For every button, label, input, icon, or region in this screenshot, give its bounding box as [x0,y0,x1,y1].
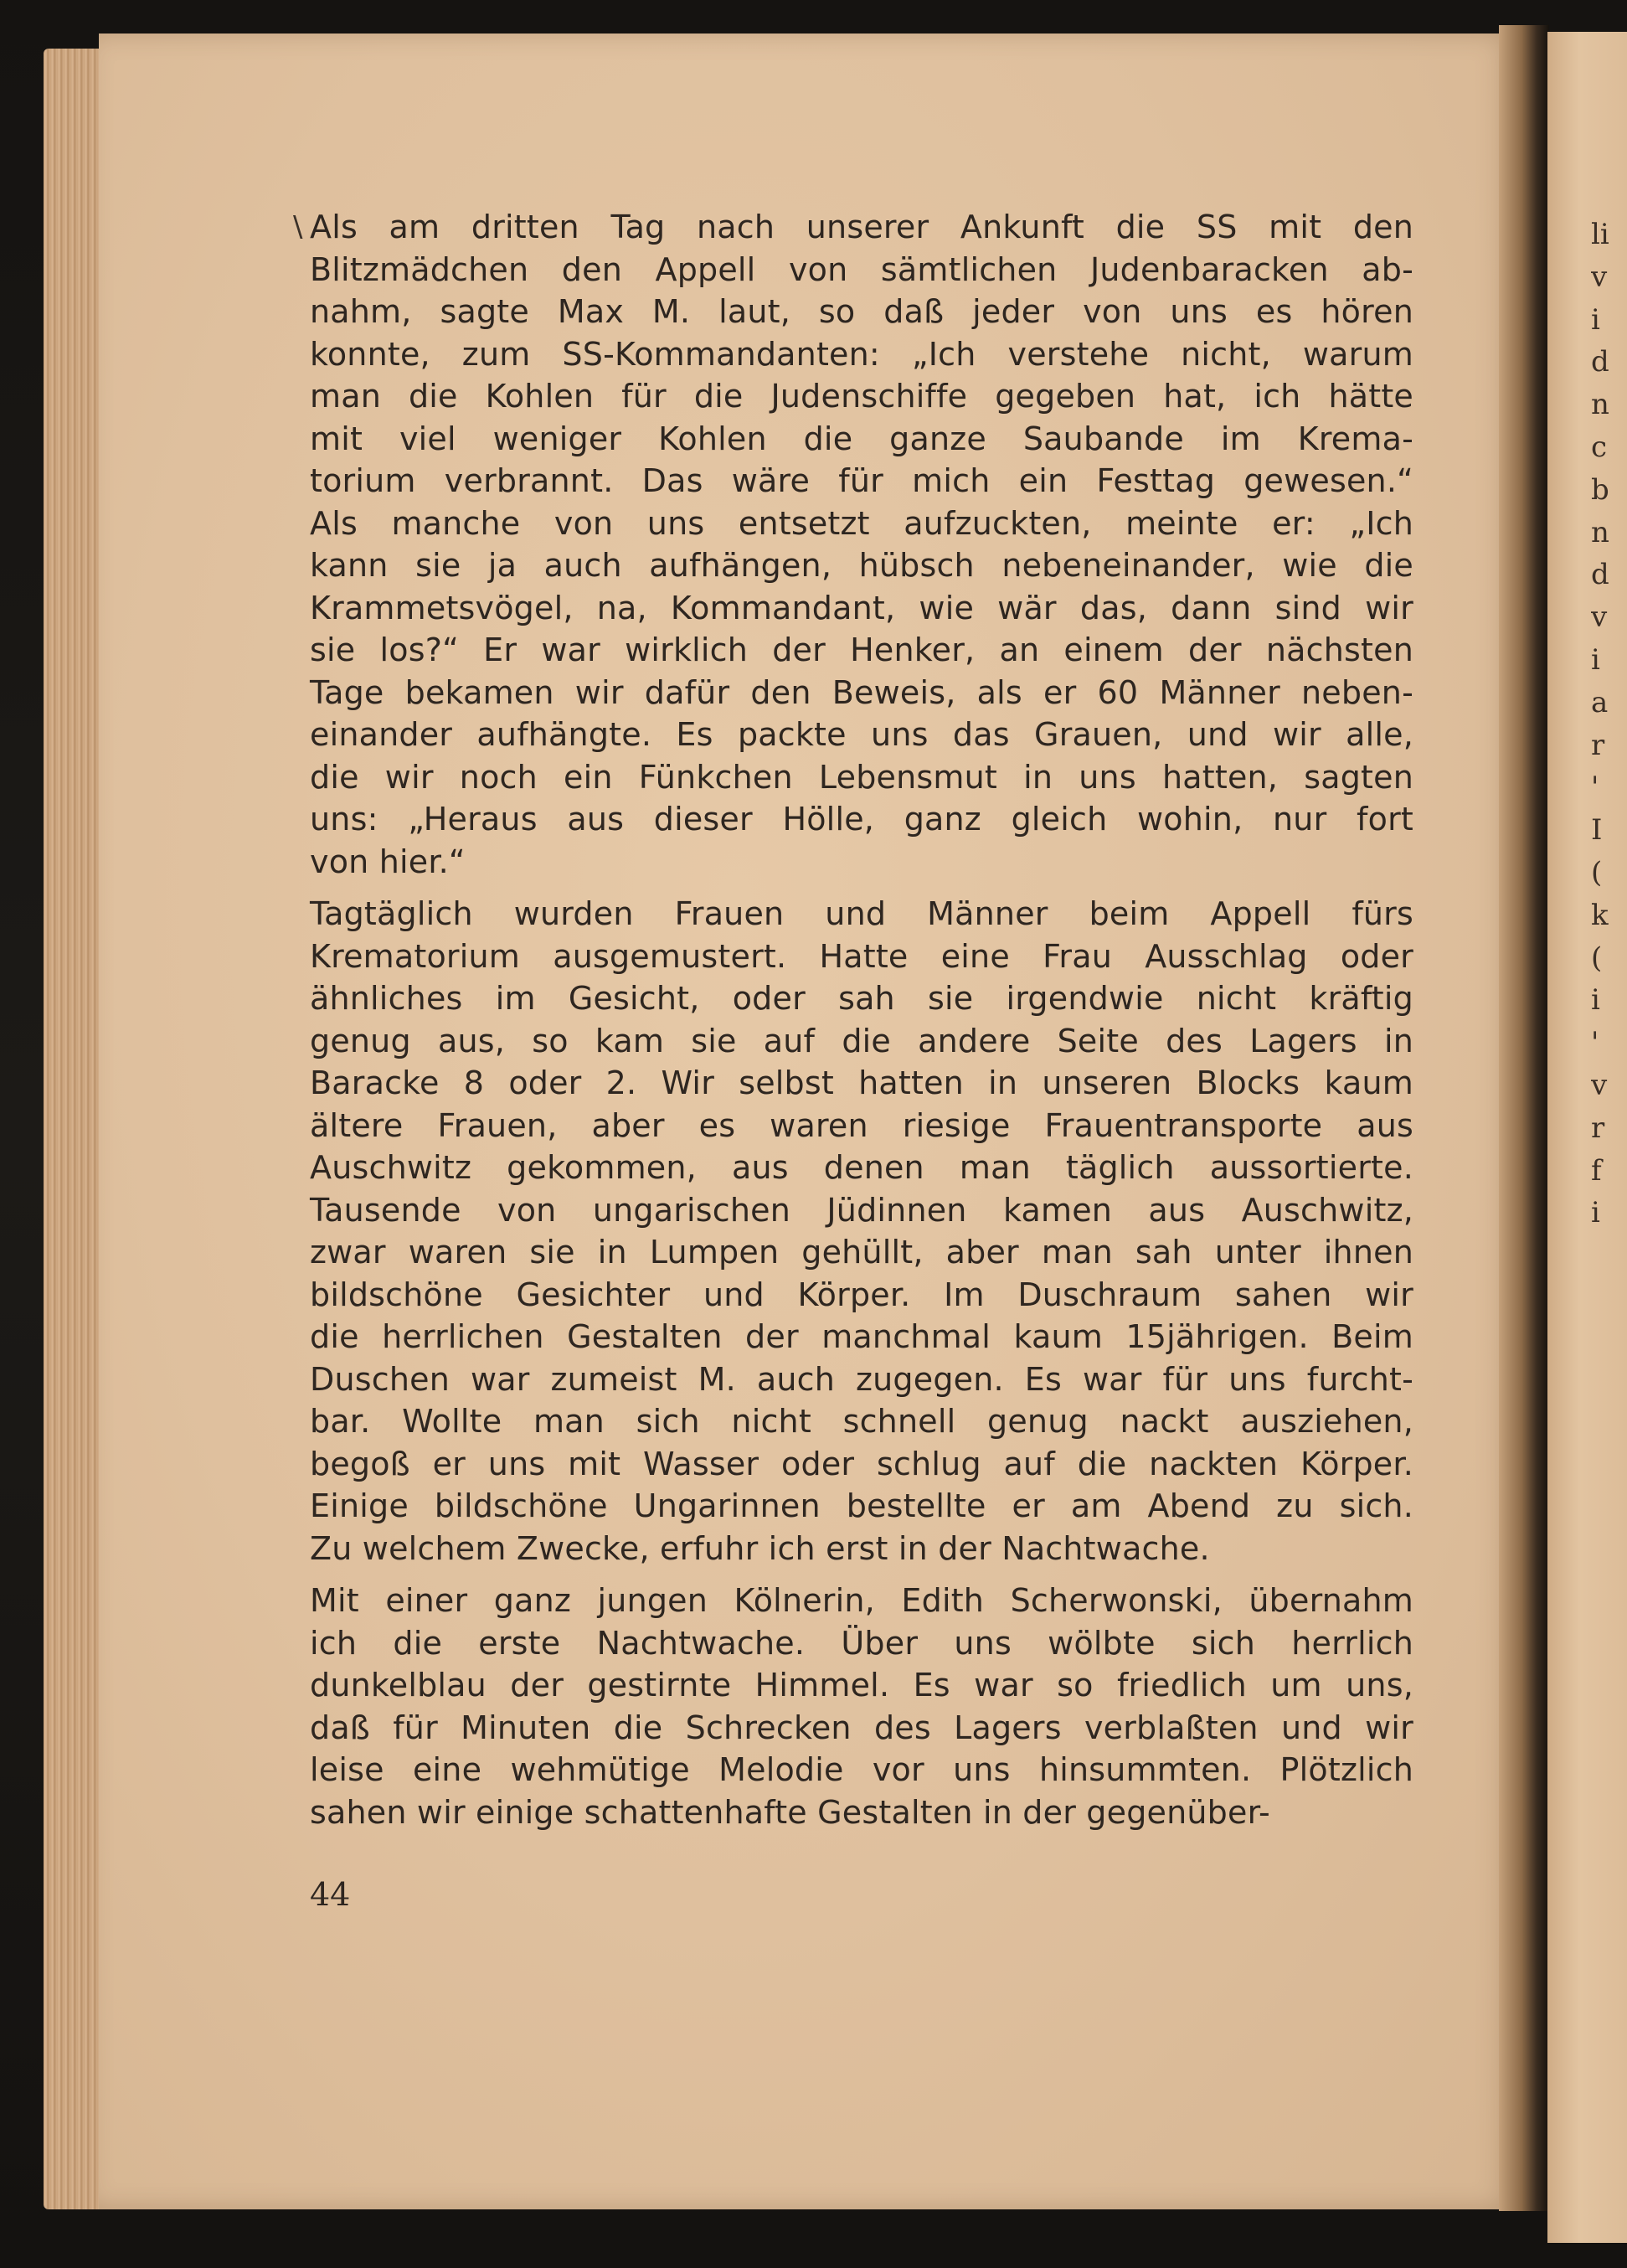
facing-page-fragment: v [1591,601,1608,635]
text-line: die herrlichen Gestalten der manchmal kaum 15jährigen. Beim [310,1318,1413,1355]
text-line: einander aufhängte. Es packte uns das Grauen, und wir alle, [310,716,1413,753]
facing-page-fragment: i [1591,642,1600,677]
text-line: torium verbrannt. Das wäre für mich ein Festtag gewesen.“ [310,462,1413,499]
text-line: kann sie ja auch aufhängen, hübsch nebeneinander, wie die [310,547,1413,584]
facing-page-fragment: ( [1591,855,1603,889]
text-line: begoß er uns mit Wasser oder schlug auf die nackten Körper. [310,1445,1413,1482]
text-line: die wir noch ein Fünkchen Lebensmut in uns hatten, sagten [310,758,1413,796]
facing-page-fragments [1591,214,1624,1235]
text-line: Krematorium ausgemustert. Hatte eine Frau Ausschlag oder [310,937,1413,975]
text-line: mit viel weniger Kohlen die ganze Saubande im Krema- [310,420,1413,457]
facing-page-fragment: n [1591,515,1609,549]
text-line: bar. Wollte man sich nicht schnell genug nackt ausziehen, [310,1403,1413,1440]
facing-page-fragment: ' [1591,1026,1599,1060]
paragraph [310,893,1413,1570]
text-line: Zu welchem Zwecke, erfuhr ich erst in der Nachtwache. [310,1529,1210,1567]
text-line: daß für Minuten die Schrecken des Lagers verblaßten und wir [310,1709,1413,1746]
text-line: ältere Frauen, aber es waren riesige Frauentransporte aus [310,1106,1413,1144]
facing-page-fragment: c [1591,430,1608,464]
page-body-text [310,206,1413,1843]
text-line: Auschwitz gekommen, aus denen man täglich aussortierte. [310,1149,1413,1186]
text-line: ich die erste Nachtwache. Über uns wölbte sich herrlich [310,1624,1413,1662]
facing-page-fragment: I [1591,813,1603,848]
text-line: Duschen war zumeist M. auch zugegen. Es war für uns furcht- [310,1360,1413,1398]
text-line: Tausende von ungarischen Jüdinnen kamen aus Auschwitz, [310,1191,1413,1229]
text-line: Mit einer ganz jungen Kölnerin, Edith Scherwonski, übernahm [310,1582,1413,1619]
text-line: von hier.“ [310,843,466,880]
text-line: zwar waren sie in Lumpen gehüllt, aber man sah unter ihnen [310,1234,1413,1271]
book-gutter [1499,25,1549,2211]
text-line: ähnliches im Gesicht, oder sah sie irgendwie nicht kräftig [310,980,1413,1017]
text-line: man die Kohlen für die Judenschiffe gegeben hat, ich hätte [310,378,1413,415]
text-line: Krammetsvögel, na, Kommandant, wie wär das, dann sind wir [310,589,1413,626]
facing-page-fragment: r [1591,728,1605,762]
facing-page-fragment: i [1591,302,1600,337]
page-number: 44 [310,1876,351,1913]
text-line: Tagtäglich wurden Frauen und Männer beim Appell fürs [310,895,1413,932]
facing-page-fragment: v [1591,260,1608,294]
paragraph [310,1580,1413,1833]
facing-page-fragment: b [1591,472,1609,507]
facing-page-fragment: a [1591,685,1609,719]
text-line: sahen wir einige schattenhafte Gestalten in der gegenüber- [310,1793,1270,1831]
facing-page-fragment: n [1591,388,1609,422]
text-line: bildschöne Gesichter und Körper. Im Duschraum sahen wir [310,1276,1413,1313]
text-line: dunkelblau der gestirnte Himmel. Es war so friedlich um uns, [310,1667,1413,1704]
text-line: nahm, sagte Max M. laut, so daß jeder von uns es hören [310,293,1413,330]
paragraph [310,206,1413,883]
facing-page-fragment: d [1591,345,1609,379]
facing-page-fragment: ' [1591,771,1599,805]
facing-page-fragment: li [1591,218,1609,251]
facing-page-fragment: k [1591,898,1609,932]
text-line: sie los?“ Er war wirklich der Henker, an einem der nächsten [310,631,1413,668]
facing-page-fragment: i [1591,1196,1600,1230]
text-line: genug aus, so kam sie auf die andere Seite des Lagers in [310,1022,1413,1059]
facing-page-fragment: r [1591,1111,1605,1145]
facing-page-fragment: i [1591,983,1600,1018]
text-line: Einige bildschöne Ungarinnen bestellte er am Abend zu sich. [310,1487,1413,1524]
text-line: leise eine wehmütige Melodie vor uns hinsummten. Plötzlich [310,1751,1413,1788]
text-line: konnte, zum SS-Kommandanten: „Ich verstehe nicht, warum [310,335,1413,373]
facing-page-fragment: f [1591,1153,1602,1188]
text-line: Blitzmädchen den Appell von sämtlichen Judenbaracken ab- [310,250,1413,288]
text-line: uns: „Heraus aus dieser Hölle, ganz gleich wohin, nur fort [310,801,1413,838]
text-line: Baracke 8 oder 2. Wir selbst hatten in unseren Blocks kaum [310,1064,1413,1101]
facing-page-fragment: d [1591,558,1609,592]
text-line: Tage bekamen wir dafür den Beweis, als er 60 Männer neben- [310,673,1413,711]
text-line: \ Als am dritten Tag nach unserer Ankunft die SS mit den [310,206,1413,249]
text-line: Als manche von uns entsetzt aufzuckten, meinte er: „Ich [310,504,1413,542]
facing-page-fragment: v [1591,1068,1608,1102]
facing-page-fragment: ( [1591,941,1603,975]
